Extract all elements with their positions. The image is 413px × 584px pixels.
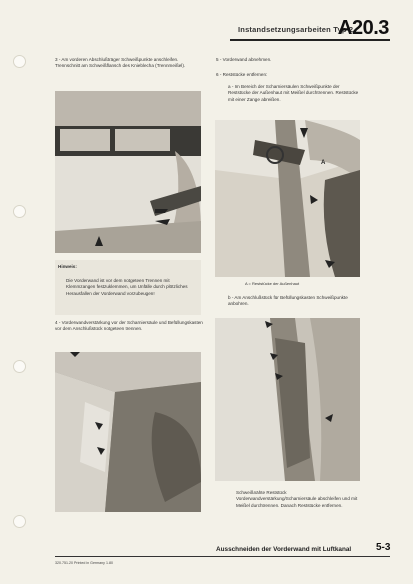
photo-hinge-pillar xyxy=(215,120,360,277)
binder-hole xyxy=(13,55,26,68)
footer-rule xyxy=(55,556,390,557)
page-number: 5-3 xyxy=(376,542,391,553)
step-6b: b - Am Anschlußstück für Befüllungskasten Schweißpunkte anbohren. xyxy=(228,295,348,307)
photo-reinforcement xyxy=(55,352,201,512)
notice-text: Die Vorderwand ist vor dem notgeteen Trennen mit Klemmzangen festzuklemmen, um Unfälle durch plötzliches Herausfallen der Vorderwand vorzubeugen! xyxy=(66,278,188,296)
step-4: 4 - Vorderwandverstärkung vor der Scharniersäule und Befüllungskasten vor dem Anschlußstück notgeteen trennen. xyxy=(55,320,203,332)
step-3: 3 - Am vorderen Abschlußträger Schweißpunkte anschleifen. Trennschnitt am Schweißflansch des Knieblecha (Trennmeißel). xyxy=(55,57,186,69)
step-5: 5 - Vorderwand abnehmen. xyxy=(216,57,272,62)
header-code: A20.3 xyxy=(338,17,389,39)
photo-front-cross-member xyxy=(55,91,201,253)
binder-hole xyxy=(13,360,26,373)
header-rule xyxy=(230,39,390,41)
notice-title: Hinweis: xyxy=(58,264,77,269)
caption-a: A = Reststücke der Außenhaut xyxy=(245,281,300,286)
label-a: A xyxy=(321,160,326,166)
binder-hole xyxy=(13,515,26,528)
step-6a: a - Im Bereich der Scharniersäulen Schweißpunkte der Reststücke der Außenhaut mit Meißel durchtrennen. Reststücke mit einer Zange abreißen. xyxy=(228,84,359,102)
footer-title: Ausschneiden der Vorderwand mit Luftkanal xyxy=(216,546,352,553)
header-title: Instandsetzungsarbeiten Typ 2 xyxy=(238,25,354,34)
print-info: 320.751.20 Printed in Germany 1.80 xyxy=(55,561,113,565)
step-6: 6 - Reststücke entfernen: xyxy=(216,72,268,77)
binder-hole xyxy=(13,205,26,218)
caption-b: Schweißnähte Reststück Vorderwandverstärkung/Scharniersäule abschleifen und mit Meißel durchtrennen. Danach Reststücke entfernen. xyxy=(236,490,358,508)
photo-connection-piece xyxy=(215,318,360,481)
